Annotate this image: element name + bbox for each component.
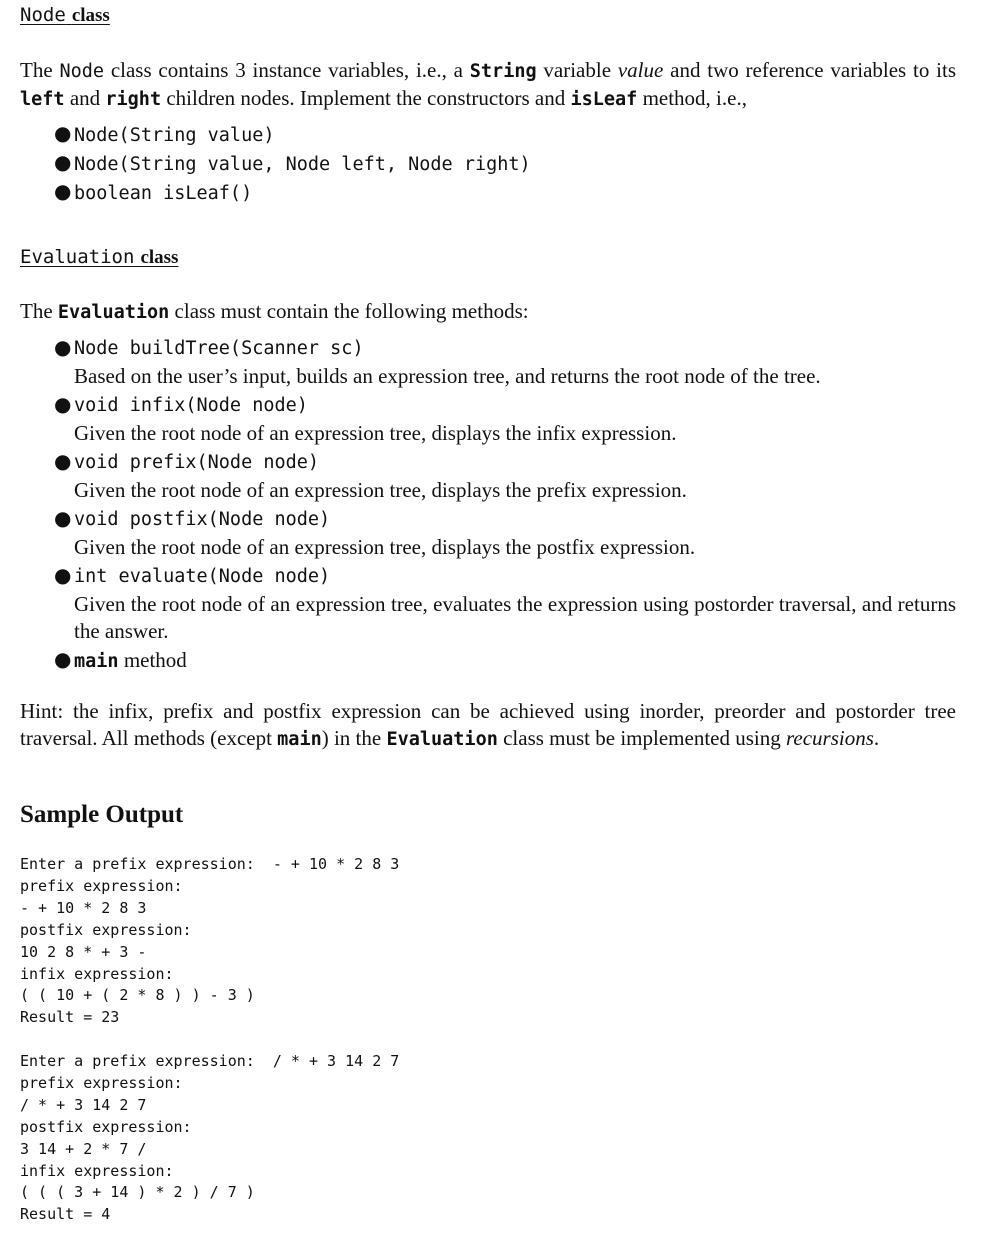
text: class contains 3 instance variables, i.e., a	[104, 58, 470, 82]
infix-signature: void infix(Node node)	[74, 395, 308, 416]
code-left: left	[20, 89, 65, 110]
evaluation-methods-list	[54, 335, 954, 675]
infix-description: Given the root node of an expression tree, displays the infix expression.	[74, 421, 677, 445]
evaluation-intro	[20, 298, 956, 326]
bullet-icon: ●	[54, 647, 72, 671]
code-right: right	[105, 89, 162, 110]
node-description	[20, 57, 956, 113]
bullet-icon: ●	[54, 392, 72, 416]
console-line: Enter a prefix expression: - + 10 * 2 8 3	[20, 855, 400, 873]
bullet-icon: ●	[54, 150, 72, 174]
code-evaluation: Evaluation	[386, 729, 498, 750]
node-constructor-1: Node(String value)	[74, 125, 275, 146]
text: Hint: the infix, prefix and postfix expression can be achieved using inorder, preorder and postorder tree traversal. All methods (except	[20, 699, 956, 750]
bullet-icon: ●	[54, 121, 72, 145]
console-line: 3 14 + 2 * 7 /	[20, 1139, 147, 1158]
list-item	[54, 563, 954, 645]
text: The	[20, 58, 60, 82]
sample-output-heading: Sample Output	[20, 801, 184, 828]
node-methods-list	[54, 121, 954, 208]
console-line: Enter a prefix expression: / * + 3 14 2 7	[20, 1052, 400, 1070]
text: class must contain the following methods:	[169, 299, 529, 323]
text: and two reference variables to its	[663, 58, 956, 82]
console-line: prefix expression:	[20, 1073, 183, 1092]
buildtree-signature: Node buildTree(Scanner sc)	[74, 338, 364, 359]
evaluate-description: Given the root node of an expression tree, evaluates the expression using postorder traversal, and returns the answer.	[74, 592, 956, 643]
console-line: 10 2 8 * + 3 -	[20, 942, 147, 961]
hint-paragraph	[20, 698, 956, 753]
isleaf-method: boolean isLeaf()	[74, 183, 253, 204]
console-line: postfix expression:	[20, 1117, 192, 1136]
code-isleaf: isLeaf	[570, 89, 638, 110]
text: method	[118, 648, 187, 672]
bullet-icon: ●	[54, 449, 72, 473]
text: .	[873, 726, 880, 750]
evaluate-signature: int evaluate(Node node)	[74, 566, 331, 587]
italic-recursions: recursions	[785, 726, 874, 750]
text: class must be implemented using	[497, 726, 786, 750]
text: ) in the	[321, 726, 387, 750]
bullet-icon: ●	[54, 563, 72, 587]
evaluation-class-heading	[20, 246, 178, 269]
bullet-icon: ●	[54, 506, 72, 530]
node-heading-mono: Node	[20, 4, 66, 26]
text: method, i.e.,	[637, 86, 747, 110]
list-item	[54, 179, 954, 208]
list-item	[54, 121, 954, 150]
list-item	[54, 392, 954, 447]
list-item	[54, 150, 954, 179]
console-line: infix expression:	[20, 1161, 174, 1180]
node-class-heading	[20, 4, 110, 27]
postfix-description: Given the root node of an expression tree, displays the postfix expression.	[74, 535, 696, 559]
console-line: ( ( 10 + ( 2 * 8 ) ) - 3 )	[20, 986, 255, 1005]
text: The	[20, 299, 58, 323]
console-line: infix expression:	[20, 964, 174, 983]
prefix-description: Given the root node of an expression tree, displays the prefix expression.	[74, 478, 687, 502]
node-constructor-2: Node(String value, Node left, Node right)	[74, 154, 531, 175]
console-line: Result = 4	[20, 1205, 111, 1224]
buildtree-description: Based on the user’s input, builds an expression tree, and returns the root node of the tree.	[74, 364, 821, 388]
list-item	[54, 506, 954, 561]
console-line: - + 10 * 2 8 3	[20, 898, 147, 917]
code-evaluation: Evaluation	[57, 302, 170, 323]
postfix-signature: void postfix(Node node)	[74, 509, 331, 530]
code-main: main	[74, 651, 119, 672]
list-item	[54, 647, 954, 675]
console-line: postfix expression:	[20, 920, 192, 939]
text: and	[64, 86, 106, 110]
text: children nodes. Implement the constructors and	[161, 86, 571, 110]
console-line: prefix expression:	[20, 876, 183, 895]
evaluation-heading-bold: class	[140, 247, 179, 268]
list-item	[54, 335, 954, 390]
console-line: Result = 23	[20, 1008, 120, 1027]
bullet-icon: ●	[54, 335, 72, 359]
list-item	[54, 449, 954, 504]
code-string: String	[469, 61, 537, 82]
node-heading-bold: class	[71, 5, 110, 26]
text: variable	[536, 58, 618, 82]
sample-run-2	[20, 1051, 399, 1226]
code-main: main	[277, 729, 322, 750]
prefix-signature: void prefix(Node node)	[74, 452, 320, 473]
italic-value: value	[617, 58, 664, 82]
console-line: / * + 3 14 2 7	[20, 1095, 147, 1114]
code-node: Node	[59, 61, 105, 82]
evaluation-heading-mono: Evaluation	[20, 246, 135, 268]
console-line: ( ( ( 3 + 14 ) * 2 ) / 7 )	[20, 1183, 255, 1202]
sample-run-1	[20, 854, 399, 1029]
bullet-icon: ●	[54, 179, 72, 203]
